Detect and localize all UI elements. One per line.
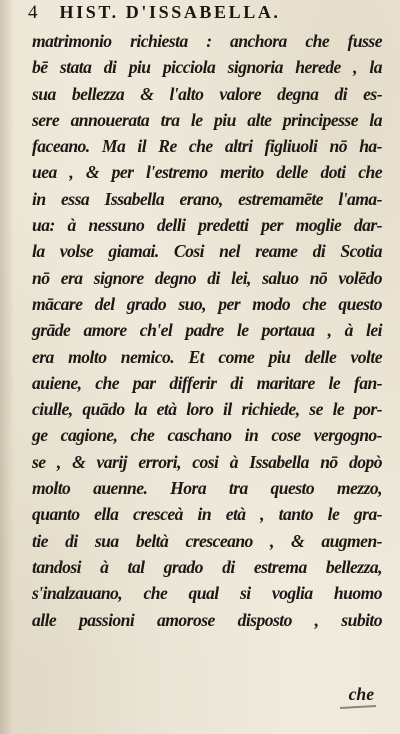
text-line: grāde amore ch'el padre le portaua , à lei <box>32 320 382 341</box>
text-line: sua bellezza & l'alto valore degna di es- <box>32 83 382 104</box>
text-line: auiene, che par differir di maritare le fan- <box>32 372 382 393</box>
text-line: quanto ella cresceà in età , tanto le gra- <box>32 504 382 525</box>
text-line: sere annouerata tra le piu alte principesse la <box>32 109 382 130</box>
body-text <box>32 28 382 633</box>
ink-mark <box>340 705 376 709</box>
text-line: ua: à nessuno delli predetti per moglie dar- <box>32 215 382 236</box>
page-number: 4 <box>28 2 38 23</box>
text-line: molto auenne. Hora tra questo mezzo, <box>32 478 382 499</box>
text-line: mācare del grado suo, per modo che questo <box>32 293 382 314</box>
text-line: faceano. Ma il Re che altri figliuoli nō ha- <box>32 136 382 157</box>
text-line: la volse giamai. Cosi nel reame di Scotia <box>32 241 382 262</box>
catchword: che <box>348 684 374 704</box>
page-header <box>28 2 281 24</box>
gutter-shadow <box>0 0 14 734</box>
text-line: nō era signore degno di lei, saluo nō volēdo <box>32 267 382 288</box>
text-line: ciulle, quādo la età loro il richiede, se le por- <box>32 399 382 420</box>
text-line: se , & varij errori, cosi à Issabella nō dopò <box>32 451 382 472</box>
text-line: matrimonio richiesta : anchora che fusse <box>32 31 382 51</box>
text-line: in essa Issabella erano, estremamēte l'ama- <box>32 188 382 209</box>
text-line: era molto nemico. Et come piu delle volte <box>32 346 382 367</box>
text-line: tie di sua beltà cresceano , & augmen- <box>32 530 382 551</box>
text-line: uea , & per l'estremo merito delle doti che <box>32 162 382 183</box>
text-line: tandosi à tal grado di estrema bellezza, <box>32 556 382 577</box>
text-line: ge cagione, che caschano in cose vergogno- <box>32 425 382 446</box>
running-head: HIST. D'ISSABELLA. <box>59 2 281 22</box>
text-line: alle passioni amorose disposto , subito <box>32 609 382 630</box>
text-line: bē stata di piu picciola signoria herede , la <box>32 57 382 78</box>
text-line: s'inalzauano, che qual si voglia huomo <box>32 583 382 604</box>
